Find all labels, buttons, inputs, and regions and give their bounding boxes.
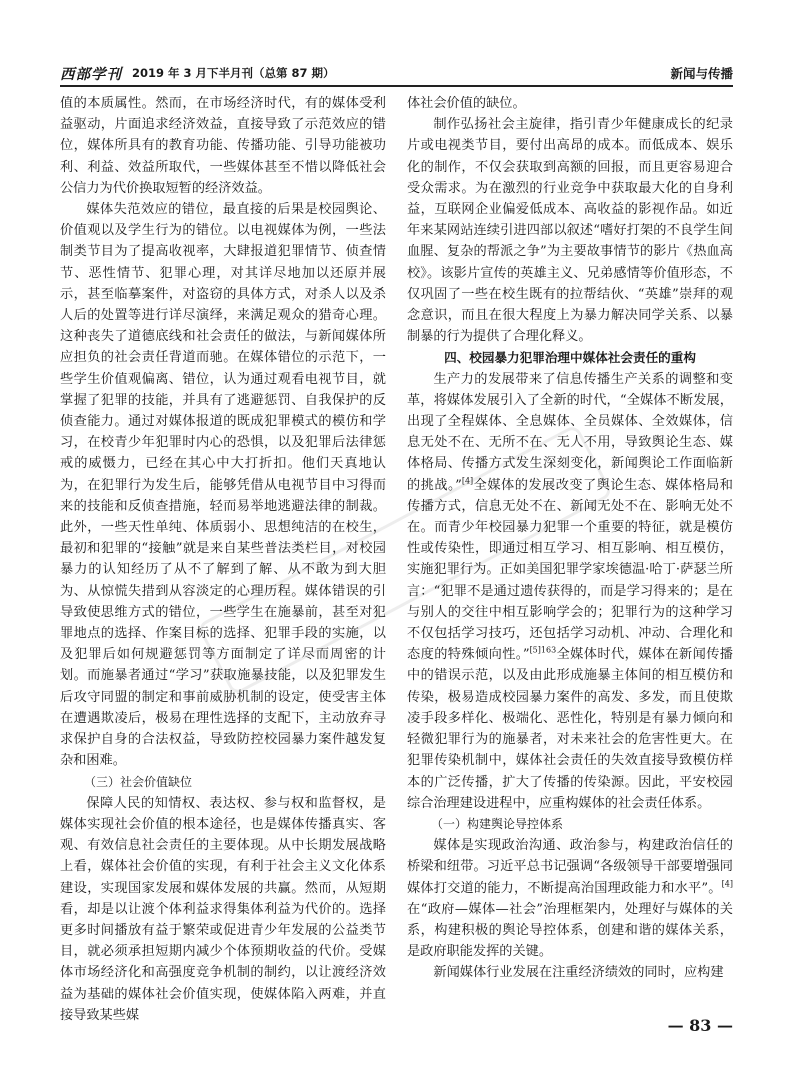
paragraph xyxy=(407,93,733,114)
paragraph xyxy=(407,369,733,814)
paragraph-text: 新闻媒体行业发展在注重经济绩效的同时，应构建 xyxy=(433,965,724,981)
paragraph-text: 保障人民的知情权、表达权、参与权和监督权，是媒体实现社会价值的根本途径，也是媒体传播真实、客观、有效信息社会责任的主要体现。从中长期发展战略上看，媒体社会价值的实现，有利于社会主义文化体系建设，实现国家发展和媒体发展的共赢。然而，从短期看，却是以让渡个体利益求得集体利益为代价的。选择更多时间播放有益于繁荣或促进青少年发展的公益类节目，就必须承担短期内减少个体预期收益的代价。受媒体市场经济化和高强度竞争机制的制约，以让渡经济效益为基础的媒体社会价值实现，使媒体陷入两难，并直接导致某些媒 xyxy=(60,795,386,1023)
paragraph-text: 制作弘扬社会主旋律，指引青少年健康成长的纪录片或电视类节目，要付出高昂的成本。而低成本、娱乐化的制作，不仅会获取到高额的回报，而且更容易迎合受众需求。为在激烈的行业竞争中获取最大化的自身利益，互联网企业偏爱低成本、高收益的影视作品。如近年来某网站连续引进四部以叙述“嗜好打架的不良学生间血腥、复杂的帮派之争”为主要故事情节的影片《热血高校》。该影片宣传的英雄主义、兄弟感情等价值形态，不仅巩固了一些在校生既有的拉帮结伙、“英雄”崇拜的观念意识，而且在很大程度上为暴力解决同学关系、以暴制暴的行为提供了合理化释义。 xyxy=(407,117,733,345)
paragraph-text: 全媒体时代，媒体在新闻传播中的错误示范，以及由此形成施暴主体间的相互模仿和传染，极易造成校园暴力案件的高发、多发，而且使欺凌手段多样化、极端化、恶性化，特别是有暴力倾向和轻微犯罪行为的施暴者，对未来社会的危害性更大。在犯罪传染机制中，媒体社会责任的失效直接导致模仿样本的广泛传播，扩大了传播的传染源。因此，平安校园综合治理建设进程中，应重构媒体的社会责任体系。 xyxy=(407,647,733,811)
left-column xyxy=(60,93,386,1026)
citation-ref: [4] xyxy=(461,476,474,486)
paragraph xyxy=(407,835,733,962)
paragraph-text: 体社会价值的缺位。 xyxy=(407,96,526,111)
citation-ref: [5]163 xyxy=(529,645,557,655)
subsection-heading: （三）社会价值缺位 xyxy=(84,774,193,789)
subsection-heading: （一）构建舆论导控体系 xyxy=(431,816,564,831)
paragraph-text: 在“政府—媒体—社会”治理框架内，处理好与媒体的关系，构建积极的舆论导控体系，创建和谐的媒体关系，是政府职能发挥的关键。 xyxy=(407,901,733,960)
paragraph xyxy=(60,793,386,1026)
citation-ref: [4] xyxy=(721,879,733,889)
paragraph-text: 媒体失范效应的错位，最直接的后果是校园舆论、价值观以及学生行为的错位。以电视媒体为例，一些法制类节目为了提高收视率，大肆报道犯罪情节、侦查情节、恶性情节、犯罪心理，对其详尽地加以还原并展示，甚至临摹案件，对盗窃的具体方式，对杀人以及杀人后的处置等进行详尽演绎，来满足观众的猎奇心理。这种丧失了道德底线和社会责任的做法，与新闻媒体所应担负的社会责任背道而驰。在媒体错位的示范下，一些学生价值观偏离、错位，认为通过观看电视节目，就掌握了犯罪的技能，并具有了逃避惩罚、自我保护的反侦查能力。通过对媒体报道的既成犯罪模式的模仿和学习，在校青少年犯罪时内心的恐惧，以及犯罪后法律惩戒的威慑力，已经在其心中大打折扣。他们天真地认为，在犯罪行为发生后，能够凭借从电视节目中习得而来的技能和反侦查措施，轻而易举地逃避法律的制裁。此外，一些天性单纯、体质弱小、思想纯洁的在校生，最初和犯罪的“接触”就是来自某些普法类栏目，对校园暴力的认知经历了从不了解到了解、从不敢为到大胆为、从惊慌失措到从容淡定的心理历程。媒体错误的引导致使思维方式的错位，一些学生在施暴前，甚至对犯罪地点的选择、作案目标的选择、犯罪手段的实施，以及犯罪后如何规避惩罚等方面制定了详尽而周密的计划。而施暴者通过“学习”获取施暴技能，以及犯罪发生后攻守同盟的制定和事前威胁机制的设定，使受害主体在遭遇欺凌后，极易在理性选择的支配下，主动放弃寻求保护自身的合法权益，导致防控校园暴力案件越发复杂和困难。 xyxy=(60,202,386,769)
right-column xyxy=(407,93,733,984)
page-header xyxy=(60,58,733,86)
paragraph xyxy=(60,199,386,771)
paragraph-text: 全媒体的发展改变了舆论生态、媒体格局和传播方式，信息无处不在、新闻无处不在、影响无处不在。而青少年校园暴力犯罪一个重要的特征，就是模仿性或传染性，即通过相互学习、相互影响、相互模仿，实施犯罪行为。正如美国犯罪学家埃德温·哈丁·萨瑟兰所言：“犯罪不是通过遗传获得的，而是学习得来的；是在与别人的交往中相互影响学会的；犯罪行为的这种学习不仅包括学习技巧，还包括学习动机、冲动、合理化和态度的特殊倾向性。” xyxy=(407,477,733,663)
header-rule xyxy=(60,85,733,87)
journal-issue-info: 2019 年 3 月下半月刊（总第 87 期） xyxy=(132,66,335,80)
paragraph-text: 媒体是实现政治沟通、政治参与，构建政治信任的桥梁和纽带。习近平总书记强调“各级领导干部要增强同媒体打交道的能力，不断提高治国理政能力和水平”。 xyxy=(407,838,733,896)
section-heading: 四、校园暴力犯罪治理中媒体社会责任的重构 xyxy=(444,350,696,366)
paragraph xyxy=(60,93,386,199)
paragraph-text: 生产力的发展带来了信息传播生产关系的调整和变革，将媒体发展引入了全新的时代，“全媒体不断发展，出现了全程媒体、全息媒体、全员媒体、全效媒体，信息无处不在、无所不在、无人不用，导致舆论生态、媒体格局、传播方式发生深刻变化，新闻舆论工作面临新的挑战。” xyxy=(407,371,733,493)
journal-logo: 西部学刊 xyxy=(60,66,122,83)
section-name: 新闻与传播 xyxy=(670,66,733,81)
page-number: — 83 — xyxy=(667,1016,733,1035)
paragraph xyxy=(407,114,733,347)
paragraph-text: 值的本质属性。然而，在市场经济时代，有的媒体受利益驱动，片面追求经济效益，直接导致了示范效应的错位，媒体所具有的教育功能、传播功能、引导功能被功利、利益、效益所取代，一些媒体甚至不惜以降低社会公信力为代价换取短暂的经济效益。 xyxy=(60,96,386,196)
paragraph xyxy=(407,962,733,983)
